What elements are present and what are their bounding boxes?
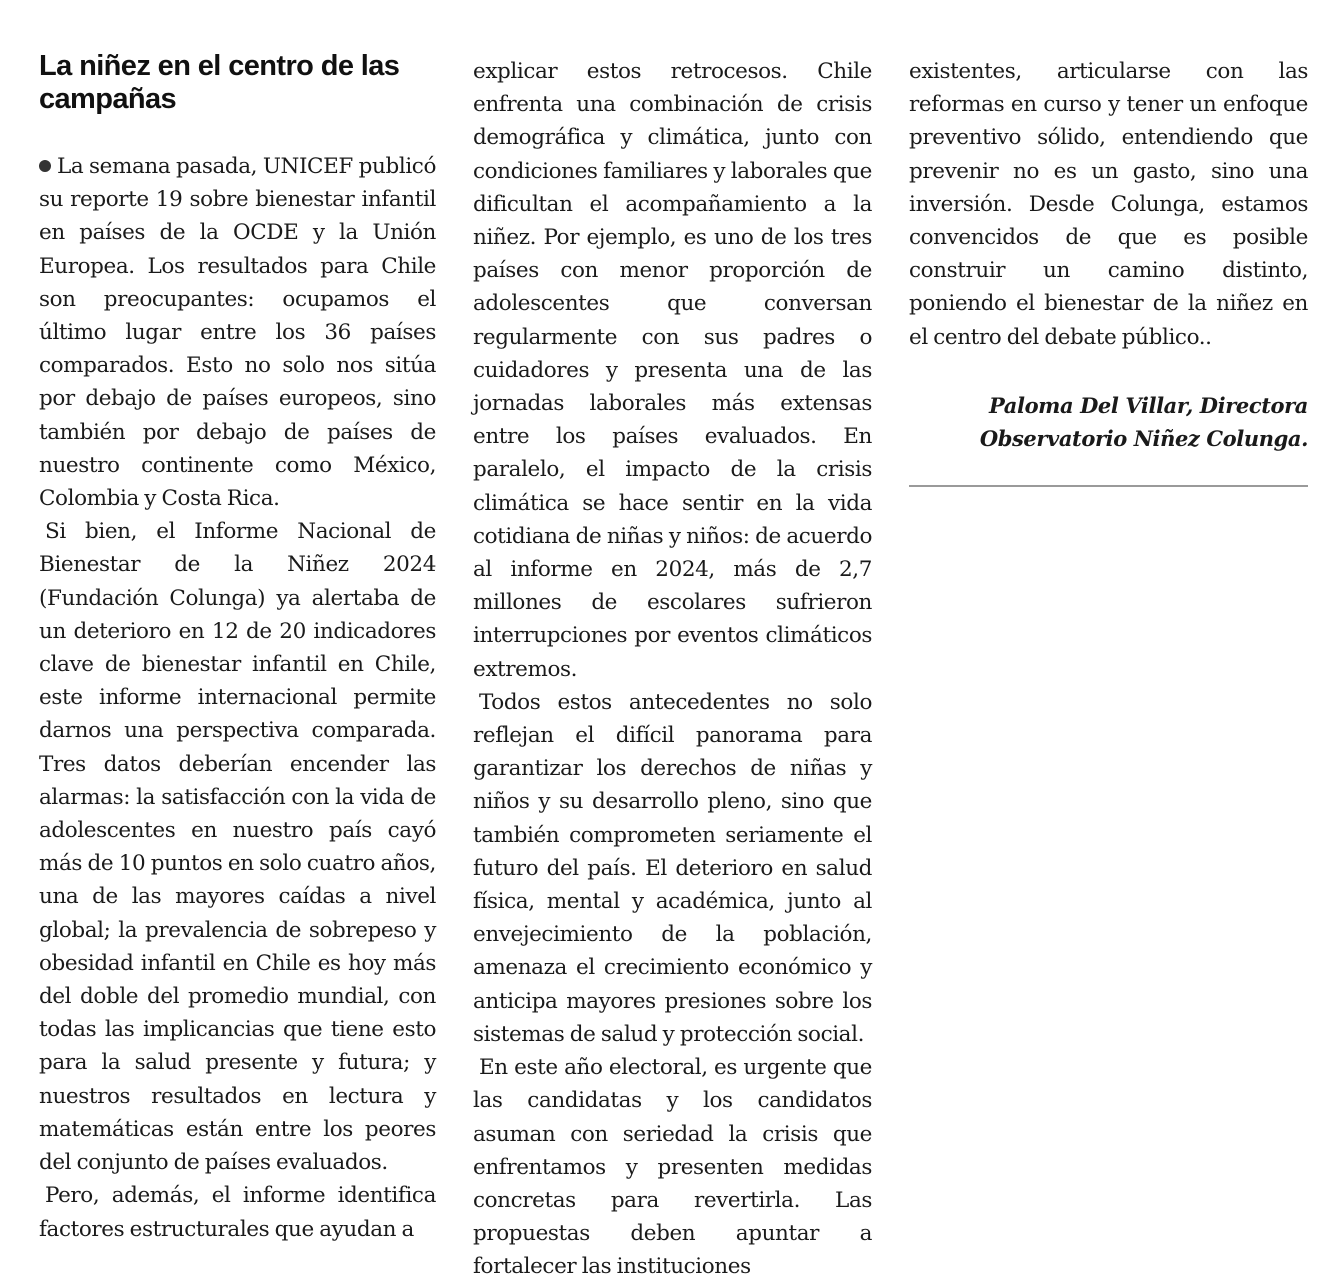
article-column-1	[39, 50, 436, 1246]
author-affiliation: Observatorio Niñez Colunga.	[979, 425, 1308, 451]
paragraph-1-text: La semana pasada, UNICEF publicó su reporte 19 sobre bienestar infantil en países de la OCDE y la Unión Europea. Los resultados para Chile son preocupantes: ocupamos el último lugar entre los 36 países comparados. Esto no solo nos sitúa por debajo de países europeos, sino también por debajo de países de nuestro continente como México, Colombia y Costa Rica.	[39, 154, 436, 512]
article-column-2	[473, 55, 872, 1284]
bullet-icon	[39, 160, 51, 172]
paragraph-4: Todos estos antecedentes no solo reflejan el difícil panorama para garantizar los derechos de niñas y niños y su desarrollo pleno, sino que también comprometen seriamente el futuro del país. El deterioro en salud física, mental y académica, junto al envejecimiento de la población, amenaza el crecimiento económico y anticipa mayores presiones sobre los sistemas de salud y protección social.	[473, 689, 872, 1047]
headline: La niñez en el centro de las campañas	[39, 50, 400, 115]
paragraph-5: En este año electoral, es urgente que las candidatas y los candidatos asuman con seriedad la crisis que enfrentamos y presenten medidas concretas para revertirla. Las propuestas deben apuntar a fortalecer las instituciones	[473, 1055, 872, 1280]
article-column-3	[909, 55, 1308, 487]
paragraph-2: Si bien, el Informe Nacional de Bienestar de la Niñez 2024 (Fundación Colunga) ya alertaba de un deterioro en 12 de 20 indicadores clave de bienestar infantil en Chile, este informe internacional permite darnos una perspectiva comparada. Tres datos deberían encender las alarmas: la satisfacción con la vida de adolescentes en nuestro país cayó más de 10 puntos en solo cuatro años, una de las mayores caídas a nivel global; la prevalencia de sobrepeso y obesidad infantil en Chile es hoy más del doble del promedio mundial, con todas las implicancias que tiene esto para la salud presente y futura; y nuestros resultados en lectura y matemáticas están entre los peores del conjunto de países evaluados.	[39, 519, 436, 1176]
paragraph-5-continued: existentes, articularse con las reformas en curso y tener un enfoque preventivo sólido, entendiendo que prevenir no es un gasto, sino una inversión. Desde Colunga, estamos convencidos de que es posible construir un camino distinto, poniendo el bienestar de la niñez en el centro del debate público..	[909, 59, 1308, 350]
column-end-divider	[909, 485, 1308, 487]
paragraph-3-continued: explicar estos retrocesos. Chile enfrenta una combinación de crisis demográfica y climática, junto con condiciones familiares y laborales que dificultan el acompañamiento a la niñez. Por ejemplo, es uno de los tres países con menor proporción de adolescentes que conversan regularmente con sus padres o cuidadores y presenta una de las jornadas laborales más extensas entre los países evaluados. En paralelo, el impacto de la crisis climática se hace sentir en la vida cotidiana de niñas y niños: de acuerdo al informe en 2024, más de 2,7 millones de escolares sufrieron interrupciones por eventos climáticos extremos.	[473, 59, 872, 682]
author-name: Paloma Del Villar, Directora	[988, 392, 1308, 418]
paragraph-1	[39, 150, 436, 515]
author-signature	[909, 389, 1308, 455]
paragraph-3: Pero, además, el informe identifica factores estructurales que ayudan a	[39, 1183, 436, 1242]
